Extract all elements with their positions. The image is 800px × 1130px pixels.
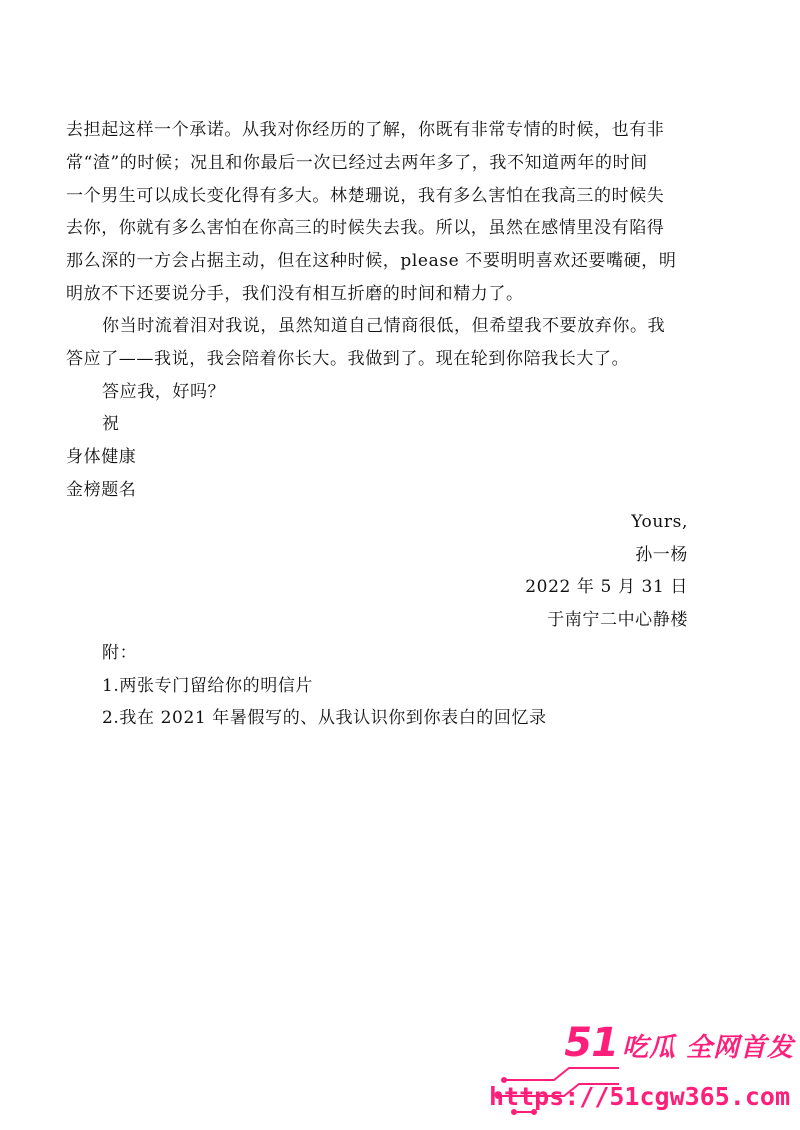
closing-wish: 身体健康 <box>66 447 137 467</box>
watermark <box>490 1012 800 1130</box>
letter-line: 一个男生可以成长变化得有多大。林楚珊说，我有多么害怕在我高三的时候失 <box>66 186 665 206</box>
attachment-item: 1.两张专门留给你的明信片 <box>102 676 314 696</box>
closing-wish: 金榜题名 <box>66 480 137 500</box>
letter-line: 明放不下还要说分手，我们没有相互折磨的时间和精力了。 <box>66 284 524 304</box>
watermark-url: https://51cgw365.com <box>488 1082 790 1111</box>
letter-line: 那么深的一方会占据主动，但在这种时候，please 不要明明喜欢还要嘴硬，明 <box>66 251 677 271</box>
letter-line: 去你，你就有多么害怕在你高三的时候失去我。所以，虽然在感情里没有陷得 <box>66 218 665 238</box>
letter-line: 答应了——我说，我会陪着你长大。我做到了。现在轮到你陪我长大了。 <box>66 349 630 369</box>
letter-line: 答应我，好吗？ <box>102 382 226 402</box>
attachments-heading: 附： <box>102 643 138 663</box>
watermark-number: 51 <box>564 1020 618 1066</box>
watermark-title <box>564 1020 794 1066</box>
letter-line: 去担起这样一个承诺。从我对你经历的了解，你既有非常专情的时候，也有非 <box>66 120 665 140</box>
letter-line: 你当时流着泪对我说，虽然知道自己情商很低，但希望我不要放弃你。我 <box>102 316 666 336</box>
letter-line: 常“渣”的时候；况且和你最后一次已经过去两年多了，我不知道两年的时间 <box>66 153 648 173</box>
closing-zhu: 祝 <box>102 414 120 434</box>
signature-name: 孙一杨 <box>635 545 688 565</box>
attachment-item: 2.我在 2021 年暑假写的、从我认识你到你表白的回忆录 <box>102 708 547 728</box>
signature-date: 2022 年 5 月 31 日 <box>525 577 688 597</box>
watermark-brand: 吃瓜 全网首发 <box>621 1033 794 1063</box>
signature-place: 于南宁二中心静楼 <box>547 610 688 630</box>
signature-yours: Yours, <box>631 512 688 532</box>
